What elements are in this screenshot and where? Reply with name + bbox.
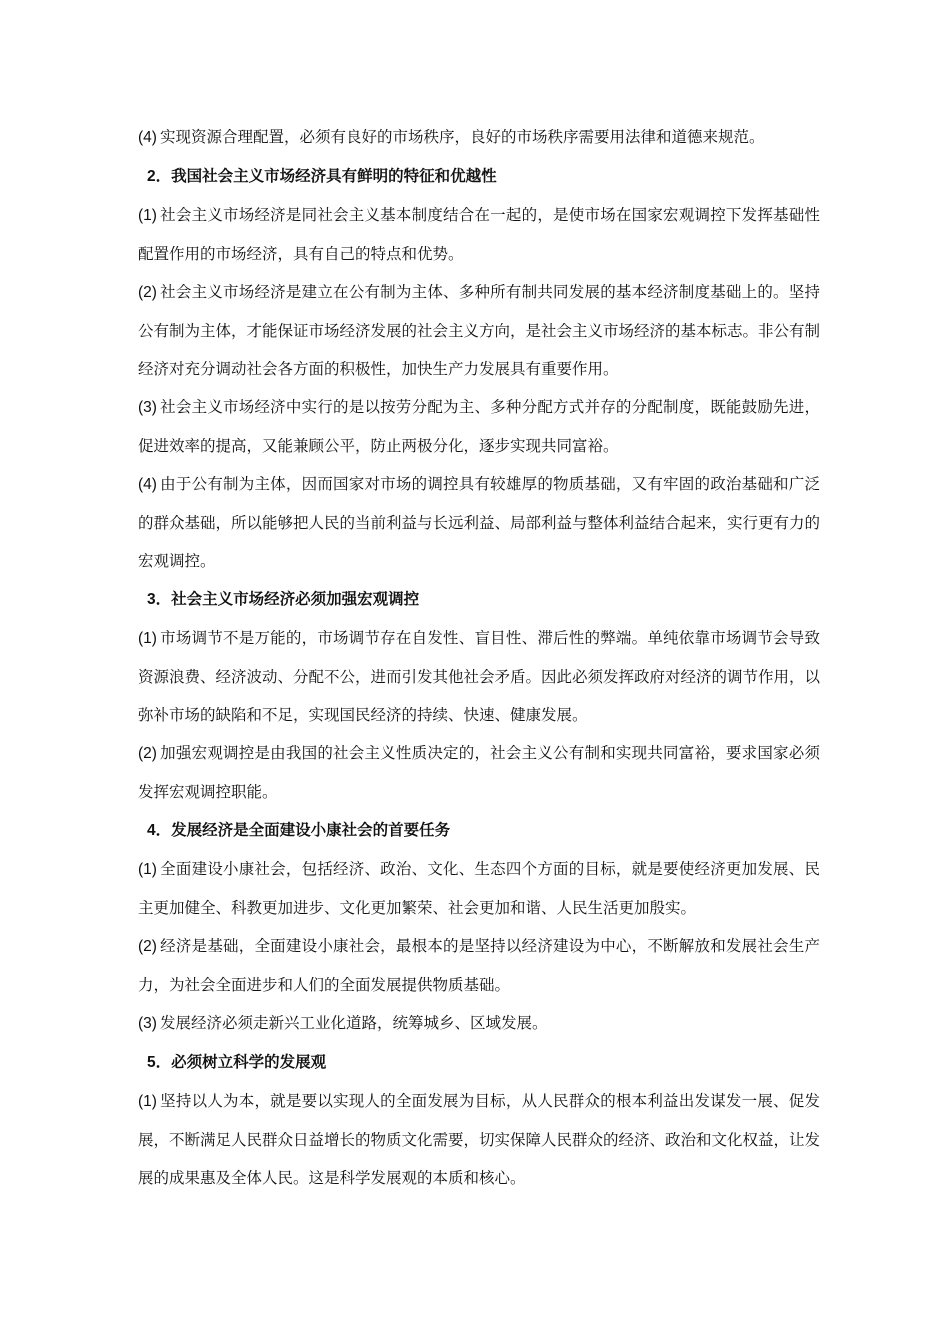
paragraph: (3) 社会主义市场经济中实行的是以按劳分配为主、多种分配方式并存的分配制度，既能鼓励先进，促进效率的提高，又能兼顾公平，防止两极分化，逐步实现共同富裕。 — [138, 398, 820, 455]
section-heading: 3．社会主义市场经济必须加强宏观调控 — [147, 590, 420, 608]
paragraph: (4) 实现资源合理配置，必须有良好的市场秩序，良好的市场秩序需要用法律和道德来规范。 — [138, 128, 765, 146]
section-heading: 4．发展经济是全面建设小康社会的首要任务 — [147, 821, 451, 839]
section-heading: 5．必须树立科学的发展观 — [147, 1053, 327, 1071]
paragraph: (2) 社会主义市场经济是建立在公有制为主体、多种所有制共同发展的基本经济制度基础上的。坚持公有制为主体，才能保证市场经济发展的社会主义方向，是社会主义市场经济的基本标志。非公有制经济对充分调动社会各方面的积极性，加快生产力发展具有重要作用。 — [138, 283, 821, 378]
paragraph: (2) 经济是基础，全面建设小康社会，最根本的是坚持以经济建设为中心，不断解放和发展社会生产力，为社会全面进步和人们的全面发展提供物质基础。 — [138, 937, 820, 994]
paragraph: (4) 由于公有制为主体，因而国家对市场的调控具有较雄厚的物质基础，又有牢固的政治基础和广泛的群众基础，所以能够把人民的当前利益与长远利益、局部利益与整体利益结合起来，实行更有力的宏观调控。 — [138, 475, 821, 570]
paragraph: (3) 发展经济必须走新兴工业化道路，统筹城乡、区域发展。 — [138, 1014, 548, 1032]
section-heading: 2．我国社会主义市场经济具有鲜明的特征和优越性 — [147, 167, 497, 185]
paragraph: (1) 社会主义市场经济是同社会主义基本制度结合在一起的，是使市场在国家宏观调控下发挥基础性配置作用的市场经济，具有自己的特点和优势。 — [138, 206, 820, 263]
paragraph: (1) 市场调节不是万能的，市场调节存在自发性、盲目性、滞后性的弊端。单纯依靠市场调节会导致资源浪费、经济波动、分配不公，进而引发其他社会矛盾。因此必须发挥政府对经济的调节作用，以弥补市场的缺陷和不足，实现国民经济的持续、快速、健康发展。 — [138, 629, 821, 724]
paragraph: (1) 坚持以人为本，就是要以实现人的全面发展为目标，从人民群众的根本利益出发谋发一展、促发展，不断满足人民群众日益增长的物质文化需要，切实保障人民群众的经济、政治和文化权益，让发展的成果惠及全体人民。这是科学发展观的本质和核心。 — [138, 1092, 821, 1187]
paragraph: (2) 加强宏观调控是由我国的社会主义性质决定的，社会主义公有制和实现共同富裕，要求国家必须发挥宏观调控职能。 — [138, 744, 820, 801]
paragraph: (1) 全面建设小康社会，包括经济、政治、文化、生态四个方面的目标，就是要使经济更加发展、民主更加健全、科教更加进步、文化更加繁荣、社会更加和谐、人民生活更加殷实。 — [138, 860, 820, 917]
